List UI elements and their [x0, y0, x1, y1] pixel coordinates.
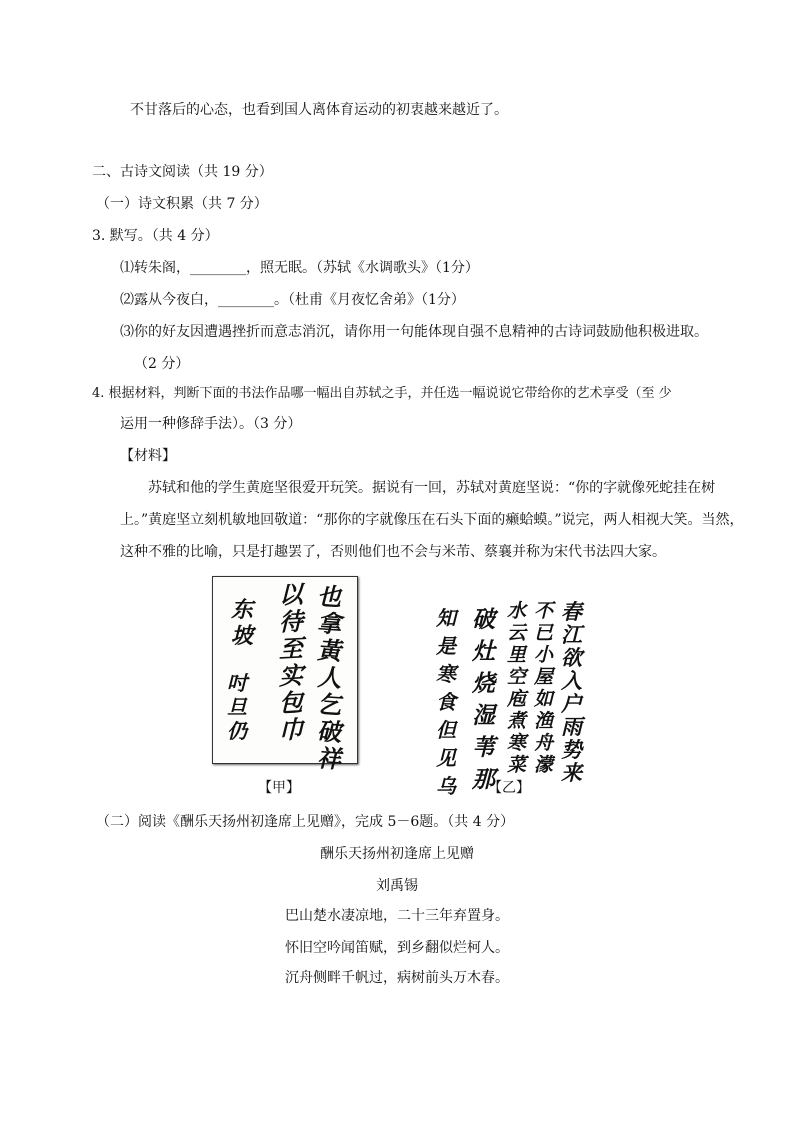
calligraphy-jia-col-3: 东坡: [231, 597, 254, 649]
section-title: 二、古诗文阅读（共 19 分）: [92, 164, 273, 180]
intro-line: 不甘落后的心态，也看到国人离体育运动的初衷越来越近了。: [130, 102, 508, 118]
question-3-item-3: ⑶你的好友因遭遇挫折而意志消沉，请你用一句能体现自强不息精神的古诗词鼓励他积极进取。: [120, 324, 708, 340]
question-4-line-2: 运用一种修辞手法）。（3 分）: [120, 416, 302, 432]
part1-title: （一）诗文积累（共 7 分）: [96, 196, 268, 212]
calligraphy-jia-col-1: 也拿黃人乞破祥: [317, 581, 341, 774]
material-label: 【材料】: [120, 448, 176, 464]
question-3-item-1: ⑴转朱阁，________，照无眠。（苏轼《水调歌头》（1分）: [120, 260, 479, 276]
calligraphy-yi-col-4: 破灶烧湿苇那: [472, 606, 495, 793]
material-line-2: 上。”黄庭坚立刻机敏地回敬道：“那你的字就像压在石头下面的癞蛤蟆。”说完，两人相视大笑。当然，: [120, 512, 744, 528]
calligraphy-jia-col-4: 吋旦仍: [227, 671, 247, 743]
calligraphy-jia-image: [212, 576, 358, 774]
poem-line-1: 巴山楚水凄凉地，二十三年弃置身。: [285, 908, 509, 924]
poem-line-2: 怀旧空吟闻笛赋，到乡翻似烂柯人。: [285, 940, 509, 956]
image-label-yi: 【乙】: [488, 780, 530, 796]
poem-author: 刘禹锡: [376, 878, 418, 894]
part2-title: （二）阅读《酬乐天扬州初逢席上见赠》，完成 5－6题。（共 4 分）: [96, 814, 515, 830]
question-3-stem: 3. 默写。（共 4 分）: [92, 228, 219, 244]
poem-title: 酬乐天扬州初逢席上见赠: [320, 846, 474, 862]
poem-line-3: 沉舟侧畔千帆过，病树前头万木春。: [285, 970, 509, 986]
question-3-item-3-score: （2 分）: [134, 356, 190, 372]
question-3-item-2: ⑵露从今夜白，________。（杜甫《月夜忆舍弟》（1分）: [120, 292, 465, 308]
calligraphy-yi-col-3: 水云里空庖煮寒菜: [507, 600, 527, 776]
material-line-3: 这种不雅的比喻，只是打趣罢了，否则他们也不会与米芾、蔡襄并称为宋代书法四大家。: [120, 544, 666, 560]
calligraphy-jia-col-2: 以待至实包巾: [279, 579, 303, 745]
image-label-jia: 【甲】: [258, 780, 300, 796]
calligraphy-yi-col-5: 知是寒食但见乌: [436, 606, 456, 798]
calligraphy-yi-col-1: 春江欲入户雨势来: [561, 599, 582, 785]
calligraphy-yi-col-2: 不已小屋如渔舟濛: [534, 600, 554, 776]
material-line-1: 苏轼和他的学生黄庭坚很爱开玩笑。据说有一回，苏轼对黄庭坚说：“你的字就像死蛇挂在树: [148, 480, 716, 496]
question-4-line-1: 4. 根据材料，判断下面的书法作品哪一幅出自苏轼之手，并任选一幅说说它带给你的艺术享受（至 少: [92, 386, 672, 401]
